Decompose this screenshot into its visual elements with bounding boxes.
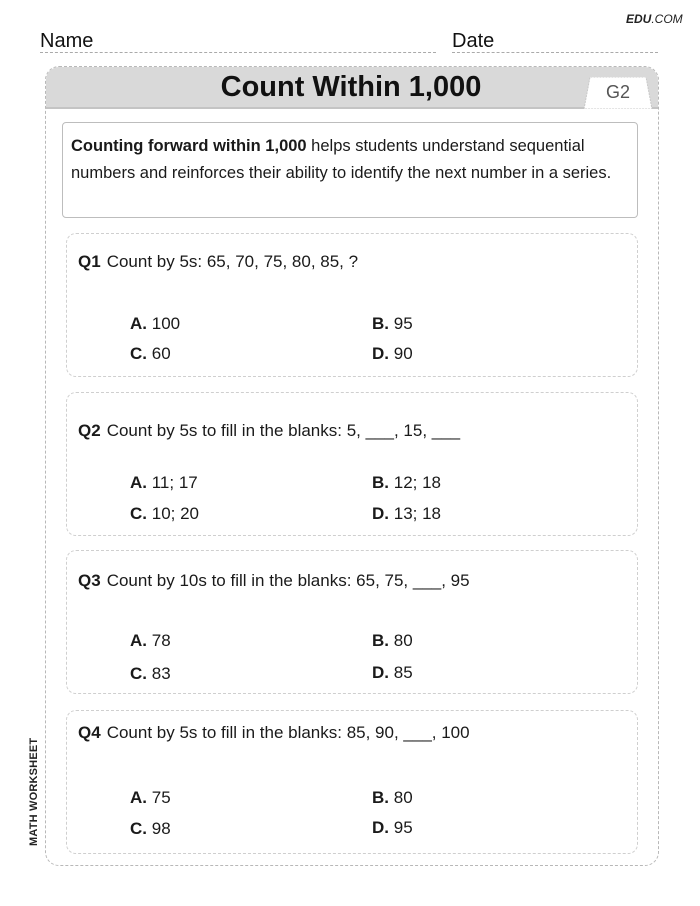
option-value: 83	[151, 664, 171, 683]
option-c[interactable]	[130, 819, 171, 839]
option-a[interactable]	[130, 314, 180, 334]
option-letter: B.	[372, 631, 389, 650]
grade-badge	[584, 77, 652, 109]
question-text: Count by 5s to fill in the blanks: 85, 90, ___, 100	[106, 723, 470, 742]
option-letter: C.	[130, 504, 147, 523]
option-d[interactable]	[372, 818, 413, 838]
option-b[interactable]	[372, 473, 441, 493]
option-d[interactable]	[372, 344, 413, 364]
option-value: 98	[151, 819, 171, 838]
brand-logo	[626, 12, 683, 26]
option-value: 78	[151, 631, 171, 650]
option-c[interactable]	[130, 504, 199, 524]
option-letter: A.	[130, 631, 147, 650]
header-band	[46, 67, 658, 109]
question-card-q1	[66, 233, 638, 377]
question-head	[78, 723, 470, 743]
option-value: 80	[393, 788, 413, 807]
option-letter: A.	[130, 788, 147, 807]
option-value: 12; 18	[393, 473, 441, 492]
option-letter: C.	[130, 664, 147, 683]
option-value: 11; 17	[151, 473, 198, 492]
name-field[interactable]	[40, 28, 436, 53]
question-text: Count by 5s to fill in the blanks: 5, ___, 15, ___	[106, 421, 461, 440]
intro-bold: Counting forward within 1,000	[71, 137, 307, 155]
option-letter: D.	[372, 663, 389, 682]
option-value: 80	[393, 631, 413, 650]
question-head	[78, 421, 460, 441]
question-number: Q3	[78, 571, 101, 590]
question-head	[78, 252, 358, 272]
option-letter: B.	[372, 314, 389, 333]
option-c[interactable]	[130, 344, 171, 364]
option-value: 95	[393, 314, 413, 333]
option-value: 60	[151, 344, 171, 363]
option-letter: A.	[130, 473, 147, 492]
option-value: 75	[151, 788, 171, 807]
option-d[interactable]	[372, 663, 413, 683]
page-title: Count Within 1,000	[220, 71, 482, 103]
brand-logo-bold: EDU	[626, 12, 652, 26]
option-a[interactable]	[130, 473, 198, 493]
option-value: 90	[393, 344, 413, 363]
side-label: MATH WORKSHEET	[28, 737, 40, 846]
question-number: Q2	[78, 421, 101, 440]
option-value: 85	[393, 663, 413, 682]
option-b[interactable]	[372, 631, 413, 651]
date-label: Date	[452, 30, 495, 52]
option-letter: D.	[372, 818, 389, 837]
question-number: Q4	[78, 723, 101, 742]
brand-logo-suffix: .COM	[651, 12, 683, 26]
option-b[interactable]	[372, 314, 413, 334]
intro-text: helps students understand sequential numbers and reinforces their ability to identify the next number in a series.	[71, 137, 612, 182]
grade-label: G2	[605, 82, 630, 102]
option-value: 10; 20	[151, 504, 199, 523]
question-text: Count by 5s: 65, 70, 75, 80, 85, ?	[106, 252, 359, 271]
option-letter: A.	[130, 314, 147, 333]
option-d[interactable]	[372, 504, 441, 524]
option-letter: D.	[372, 504, 389, 523]
option-letter: D.	[372, 344, 389, 363]
option-value: 95	[393, 818, 413, 837]
question-number: Q1	[78, 252, 101, 271]
question-card-q3	[66, 550, 638, 694]
option-a[interactable]	[130, 788, 171, 808]
intro-box	[62, 122, 638, 218]
option-letter: C.	[130, 344, 147, 363]
option-value: 100	[151, 314, 181, 333]
question-head	[78, 571, 470, 591]
option-a[interactable]	[130, 631, 171, 651]
date-field[interactable]	[452, 28, 658, 53]
option-letter: B.	[372, 473, 389, 492]
question-card-q4	[66, 710, 638, 854]
question-text: Count by 10s to fill in the blanks: 65, 75, ___, 95	[106, 571, 470, 590]
option-letter: C.	[130, 819, 147, 838]
option-b[interactable]	[372, 788, 413, 808]
option-value: 13; 18	[393, 504, 441, 523]
option-c[interactable]	[130, 664, 171, 684]
option-letter: B.	[372, 788, 389, 807]
name-label: Name	[40, 30, 94, 52]
question-card-q2	[66, 392, 638, 536]
